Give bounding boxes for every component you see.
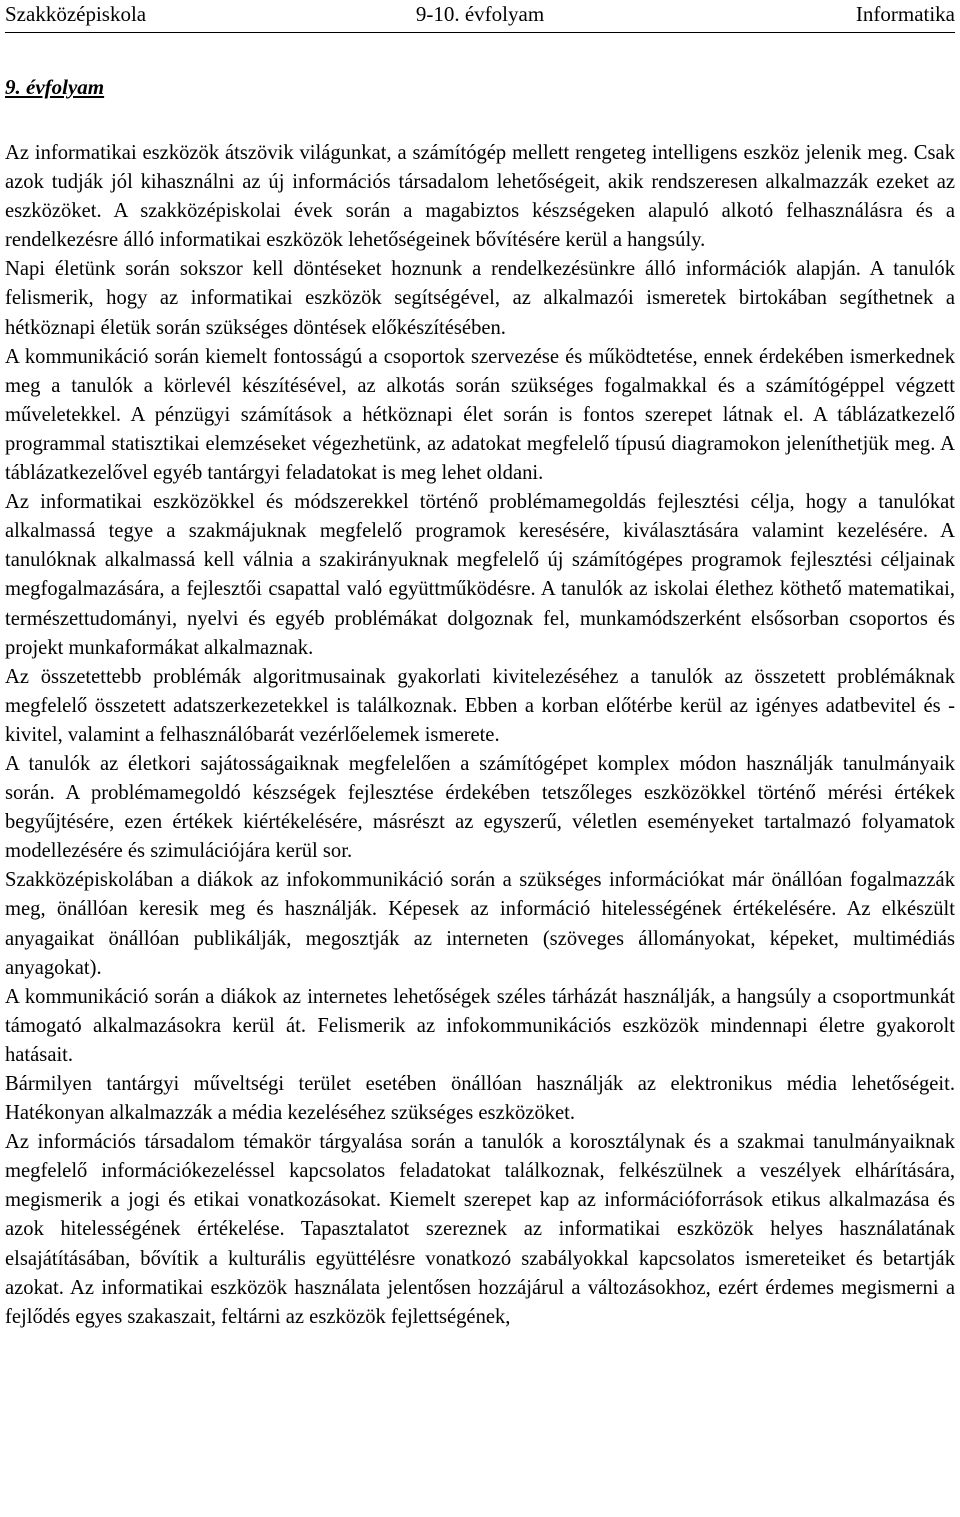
paragraph: Az összetettebb problémák algoritmusainak gyakorlati kivitelezéséhez a tanulók az összetett problémáknak megfelelő összetett adatszerkezetekkel is találkoznak. Ebben a korban előtérbe kerül az igényes adatbevitel és -kivitel, valamint a felhasználóbarát vezérlőelemek ismerete. bbox=[5, 665, 955, 746]
paragraph: Az információs társadalom témakör tárgyalása során a tanulók a korosztálynak és a szakmai tanulmányaiknak megfelelő információkezeléssel kapcsolatos feladatokat találkoznak, felkészülnek a veszélyek elhárítására, megismerik a jogi és etikai vonatkozásokat. Kiemelt szerepet kap az információforrások etikus alkalmazása és azok hitelességének értékelése. Tapasztalatot szereznek az informatikai eszközök helyes használatának elsajátításában, bővítik a kulturális együttélésre vonatkozó szabályokkal kapcsolatos ismereteiket és betartják azokat. Az informatikai eszközök használata jelentősen hozzájárul a változásokhoz, ezért érdemes megismerni a fejlődés egyes szakaszait, feltárni az eszközök fejlettségének, bbox=[5, 1131, 955, 1328]
paragraph: A kommunikáció során a diákok az internetes lehetőségek széles tárházát használják, a hangsúly a csoportmunkát támogató alkalmazásokra kerül át. Felismerik az infokommunikációs eszközök mindennapi életre gyakorolt hatásait. bbox=[5, 985, 955, 1066]
body-text bbox=[5, 139, 955, 1332]
header-subject: Informatika bbox=[855, 2, 955, 26]
header-grade-range: 9-10. évfolyam bbox=[415, 2, 545, 26]
paragraph: A tanulók az életkori sajátosságaiknak megfelelően a számítógépet komplex módon használják tanulmányaik során. A problémamegoldó készségek fejlesztése érdekében tetszőleges eszközökkel történő mérési értékek begyűjtésére, ezen értékek kiértékelésére, másrészt az egyszerű, véletlen eseményeket tartalmazó folyamatok modellezésére és szimulációjára kerül sor. bbox=[5, 752, 955, 863]
paragraph: A kommunikáció során kiemelt fontosságú a csoportok szervezése és működtetése, ennek érdekében ismerkednek meg a tanulók a körlevél készítésével, az alkotás során szükséges fogalmakkal és a számítógéppel végzett műveletekkel. A pénzügyi számítások a hétköznapi élet során is fontos szerepet látnak el. A táblázatkezelő programmal statisztikai elemzéseket végezhetünk, az adatokat megfelelő típusú diagramokon jeleníthetjük meg. A táblázatkezelővel egyéb tantárgyi feladatokat is meg lehet oldani. bbox=[5, 345, 955, 485]
running-header bbox=[5, 0, 955, 33]
paragraph: Az informatikai eszközök átszövik világunkat, a számítógép mellett rengeteg intelligens eszköz jelenik meg. Csak azok tudják jól kihasználni az új információs társadalom lehetőségeit, akik rendszeresen alkalmazzák ezeket az eszközöket. A szakközépiskolai évek során a magabiztos készségeken alapuló alkotó felhasználásra és a rendelkezésre álló informatikai eszközök lehetőségeinek bővítésére kerül a hangsúly. bbox=[5, 142, 955, 252]
paragraph: Bármilyen tantárgyi műveltségi terület esetében önállóan használják az elektronikus média lehetőségeit. Hatékonyan alkalmazzák a média kezeléséhez szükséges eszközöket. bbox=[5, 1073, 955, 1125]
paragraph: Szakközépiskolában a diákok az infokommunikáció során a szükséges információkat már önállóan fogalmazzák meg, önállóan keresik meg és használják. Képesek az információ hitelességének értékelésére. Az elkészült anyagaikat önállóan publikálják, megosztják az interneten (szöveges állományokat, képeket, multimédiás anyagokat). bbox=[5, 869, 955, 979]
header-school-type: Szakközépiskola bbox=[5, 2, 147, 26]
section-title: 9. évfolyam bbox=[5, 75, 105, 99]
paragraph: Napi életünk során sokszor kell döntéseket hoznunk a rendelkezésünkre álló információk alapján. A tanulók felismerik, hogy az informatikai eszközök segítségével, az alkalmazói ismeretek birtokában segíthetnek a hétköznapi életük során szükséges döntések előkészítésében. bbox=[5, 258, 955, 339]
paragraph: Az informatikai eszközökkel és módszerekkel történő problémamegoldás fejlesztési célja, hogy a tanulókat alkalmassá tegye a szakmájuknak megfelelő programok keresésére, kiválasztására valamint kezelésére. A tanulóknak alkalmassá kell válnia a szakirányuknak megfelelő új számítógépes programok fejlesztési céljainak megfogalmazására, a fejlesztői csapattal való együttműködésre. A tanulók az iskolai élethez köthető matematikai, természettudományi, nyelvi és egyéb problémákat dolgoznak fel, munkamódszerként elsősorban csoportos és projekt munkaformákat alkalmaznak. bbox=[5, 491, 955, 659]
